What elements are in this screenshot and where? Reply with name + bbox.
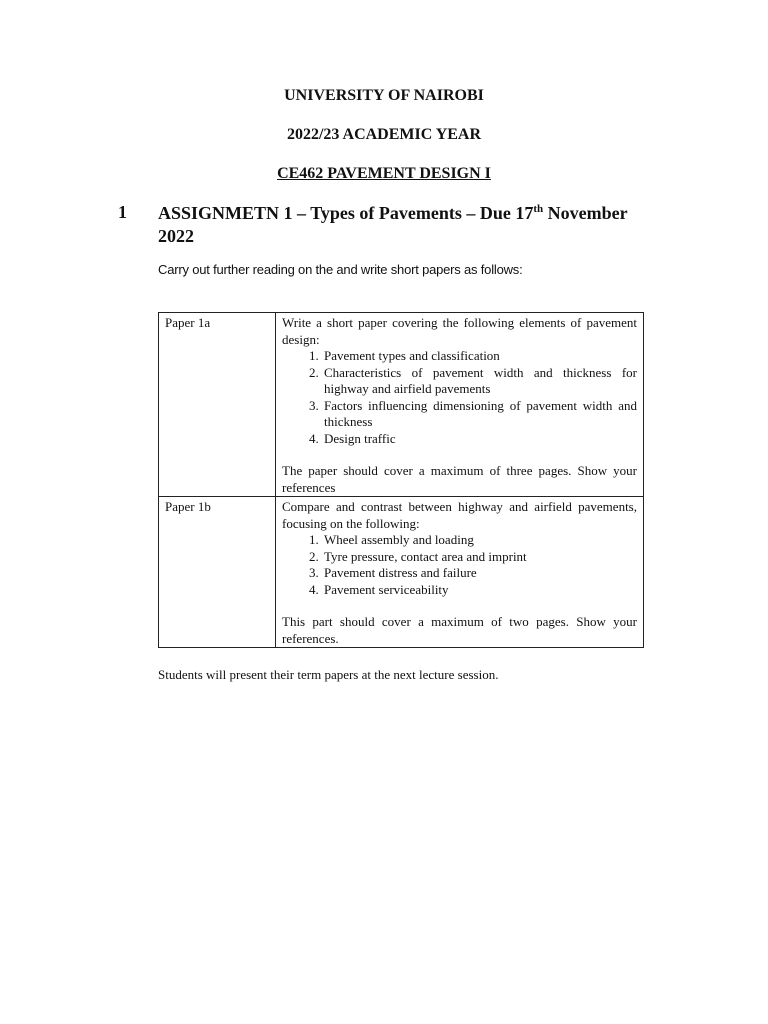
list-item: 4. Pavement serviceability <box>322 582 637 599</box>
paper-note: This part should cover a maximum of two pages. Show your references. <box>282 614 637 646</box>
section-title-prefix: ASSIGNMETN 1 – Types of Pavements – Due 17 <box>158 203 534 223</box>
paper-intro: Write a short paper covering the following elements of pavement design: <box>282 315 637 347</box>
course-title: CE462 PAVEMENT DESIGN I <box>277 165 491 182</box>
table-row <box>159 497 644 648</box>
paper-label: Paper 1b <box>159 497 276 648</box>
section-title-superscript: th <box>533 203 544 215</box>
list-item: 4. Design traffic <box>322 431 637 448</box>
paper-note: The paper should cover a maximum of three pages. Show your references <box>282 463 637 495</box>
university-name: UNIVERSITY OF NAIROBI <box>284 87 484 104</box>
paper-description <box>276 313 644 497</box>
academic-year: 2022/23 ACADEMIC YEAR <box>286 126 482 143</box>
section-heading <box>158 202 658 248</box>
section-title-suffix: November 2022 <box>158 203 628 246</box>
section-number: 1 <box>118 202 127 222</box>
papers-table <box>158 312 644 648</box>
element-list <box>282 532 637 598</box>
list-item: 3. Factors influencing dimensioning of pavement width and thickness <box>322 398 637 431</box>
list-item: 2. Tyre pressure, contact area and imprint <box>322 549 637 566</box>
element-list <box>282 348 637 447</box>
list-item: 2. Characteristics of pavement width and thickness for highway and airfield pavements <box>322 365 637 398</box>
table-row <box>159 313 644 497</box>
paper-label: Paper 1a <box>159 313 276 497</box>
list-item: 1. Pavement types and classification <box>322 348 637 365</box>
list-item: 1. Wheel assembly and loading <box>322 532 637 549</box>
paper-description <box>276 497 644 648</box>
paper-intro: Compare and contrast between highway and airfield pavements, focusing on the following: <box>282 499 637 531</box>
intro-paragraph: Carry out further reading on the and write short papers as follows: <box>158 262 523 277</box>
list-item: 3. Pavement distress and failure <box>322 565 637 582</box>
closing-paragraph: Students will present their term papers at the next lecture session. <box>158 667 499 682</box>
